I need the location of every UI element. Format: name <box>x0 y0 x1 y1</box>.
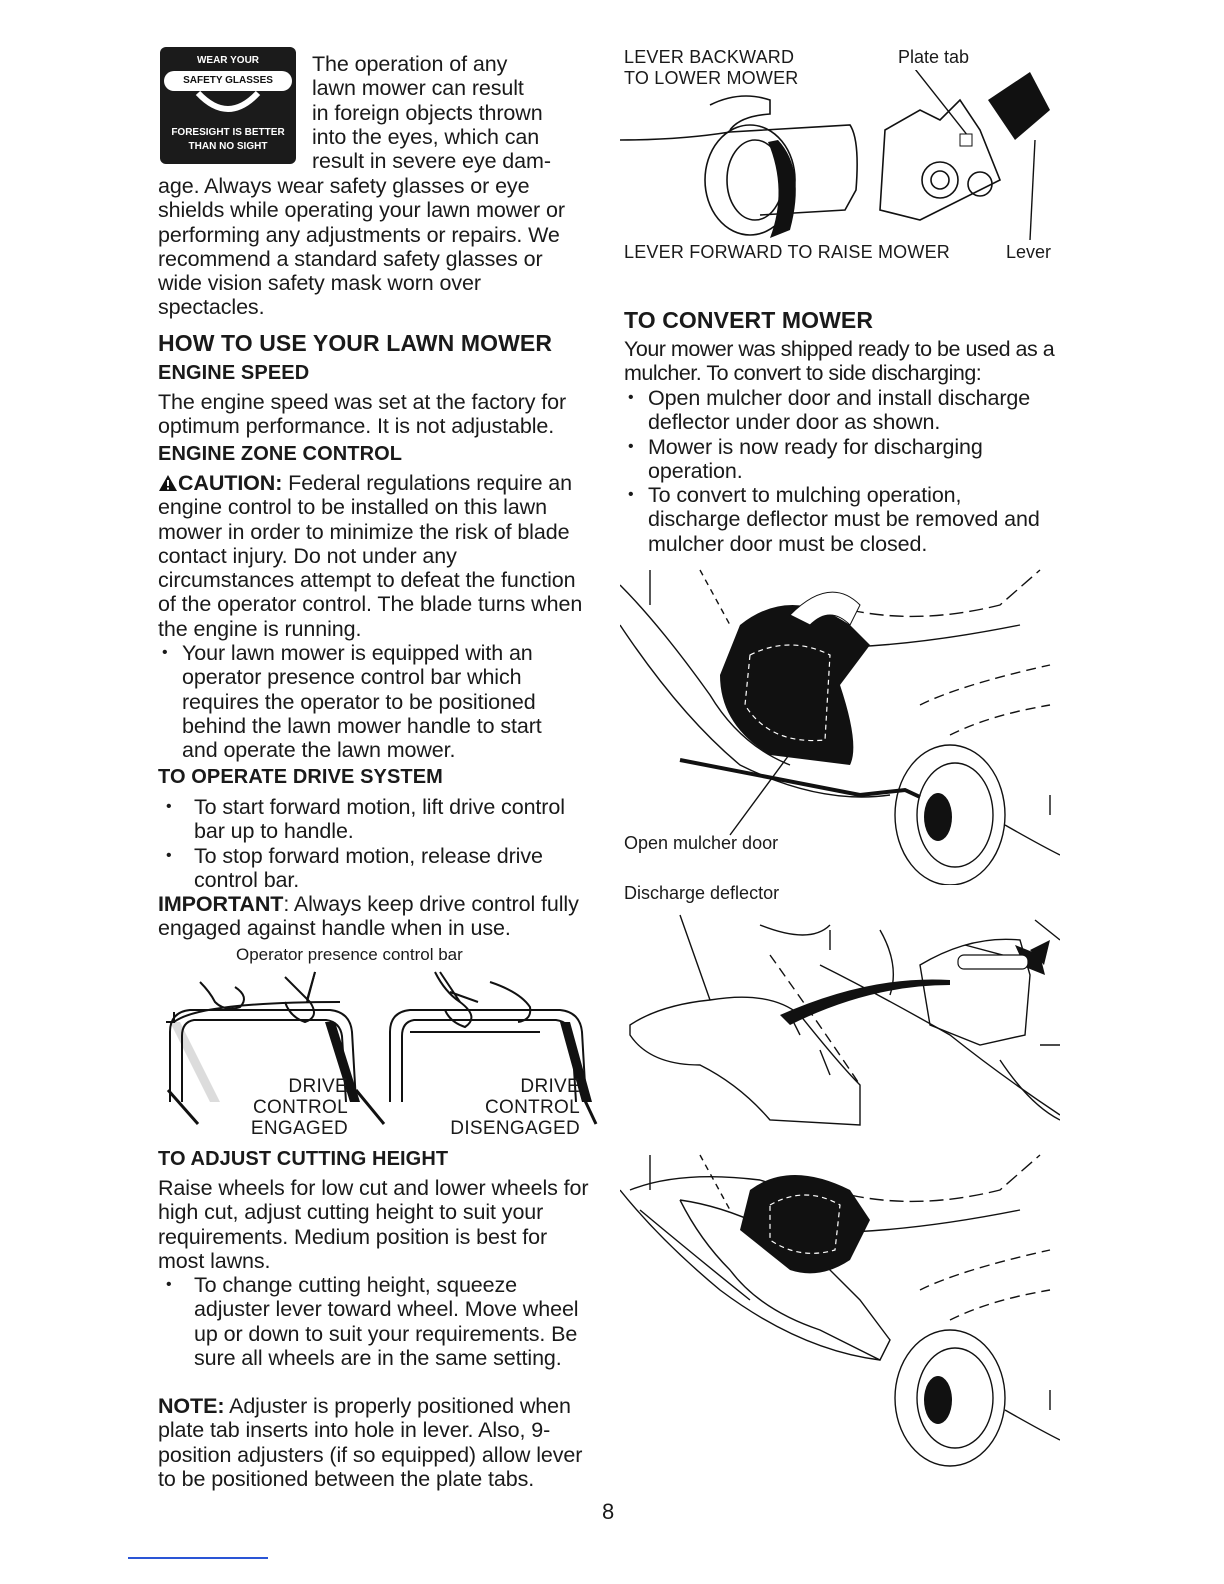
disengaged-line-3: DISENGAGED <box>450 1118 580 1139</box>
lever-backward-line-2: TO LOWER MOWER <box>624 68 799 88</box>
operator-bar-label: Operator presence control bar <box>236 945 463 964</box>
intro-line-2: lawn mower can result <box>312 76 524 101</box>
engine-speed-text: The engine speed was set at the factory for optimum performance. It is not adjustable. <box>158 390 567 439</box>
safety-glasses-icon <box>160 91 296 131</box>
intro-line-4: into the eyes, which can <box>312 124 540 149</box>
wheel-adjuster-illustration <box>620 70 1060 242</box>
intro-line-5: result in severe eye dam- <box>312 149 551 174</box>
discharge-deflector-label: Discharge deflector <box>624 883 780 903</box>
list-item: • To start forward motion, lift drive control bar up to handle. <box>158 795 568 844</box>
important-paragraph <box>158 892 598 941</box>
deflector-installed-illustration <box>620 1150 1060 1475</box>
engaged-line-1: DRIVE <box>288 1076 348 1097</box>
cutting-height-text: Raise wheels for low cut and lower wheels for high cut, adjust cutting height to suit your requirements. Medium position is best for most lawns. <box>158 1176 589 1273</box>
convert-mower-bullets <box>624 386 1054 556</box>
convert-mower-text: Your mower was shipped ready to be used as a mulcher. To convert to side discharging: <box>624 337 1055 386</box>
badge-line-wear-your: WEAR YOUR <box>196 55 260 66</box>
lever-backward-line-1: LEVER BACKWARD <box>624 47 795 67</box>
badge-line-safety-glasses: SAFETY GLASSES <box>183 75 273 86</box>
drive-system-bullets <box>158 795 568 892</box>
list-item: • Your lawn mower is equipped with an operator presence control bar which requires the operator to be positioned behind the lawn mower handle to start and operate the lawn mower. <box>158 641 578 762</box>
drive-system-heading: TO OPERATE DRIVE SYSTEM <box>158 766 443 788</box>
engine-zone-bullets <box>158 641 578 762</box>
drive-disengaged-label <box>440 1076 580 1139</box>
engaged-line-3: ENGAGED <box>250 1118 348 1139</box>
deflector-installed-drawing <box>620 1150 1060 1475</box>
badge-line-foresight: FORESIGHT IS BETTER <box>171 127 285 138</box>
disengaged-line-2: CONTROL <box>485 1097 580 1118</box>
note-text: Adjuster is properly positioned when plate tab inserts into hole in lever. Also, 9-position adjusters (if so equipped) allow lever to be positioned between the plate tabs. <box>158 1394 583 1491</box>
badge-line-no-sight: THAN NO SIGHT <box>188 141 268 152</box>
cutting-height-heading: TO ADJUST CUTTING HEIGHT <box>158 1148 449 1170</box>
engaged-line-2: CONTROL <box>253 1097 348 1118</box>
important-text: : Always keep drive control fully engaged against handle when in use. <box>158 892 579 941</box>
caution-text: Federal regulations require an engine control to be installed on this lawn mower in order to minimize the risk of blade contact injury. Do not under any circumstances attempt to defeat the function of the operator control. The blade turns when the engine is running. <box>158 471 583 641</box>
engine-speed-heading: ENGINE SPEED <box>158 362 310 384</box>
engine-zone-heading: ENGINE ZONE CONTROL <box>158 443 403 465</box>
plate-tab-label: Plate tab <box>898 47 970 67</box>
warning-triangle-icon <box>158 474 178 492</box>
intro-line-1: The operation of any <box>312 52 508 76</box>
list-item: • To change cutting height, squeeze adjuster lever toward wheel. Move wheel up or down to suit your requirements. Be sure all wheels are in the same setting. <box>158 1273 596 1370</box>
lever-label: Lever <box>1006 242 1052 262</box>
important-label: IMPORTANT <box>158 892 284 916</box>
page-number: 8 <box>602 1499 615 1524</box>
lever-forward-label: LEVER FORWARD TO RAISE MOWER <box>624 242 950 262</box>
wheel-adjuster-drawing <box>620 70 1060 242</box>
list-item: • Open mulcher door and install discharge deflector under door as shown. <box>624 386 1054 435</box>
open-mulcher-door-label: Open mulcher door <box>624 833 779 853</box>
deflector-install-drawing <box>620 905 1060 1135</box>
list-item: • To convert to mulching operation, discharge deflector must be removed and mulcher door must be closed. <box>624 483 1054 556</box>
cutting-height-bullets <box>158 1273 596 1370</box>
footer-divider <box>128 1557 268 1559</box>
intro-paragraph-top <box>312 52 602 173</box>
deflector-install-illustration <box>620 905 1060 1135</box>
intro-line-3: in foreign objects thrown <box>312 100 543 125</box>
note-label: NOTE: <box>158 1394 225 1418</box>
safety-glasses-badge <box>160 47 296 164</box>
caution-paragraph <box>158 471 588 641</box>
convert-mower-heading: TO CONVERT MOWER <box>624 307 874 333</box>
drive-engaged-label <box>238 1076 348 1139</box>
list-item: • To stop forward motion, release drive control bar. <box>158 844 568 893</box>
intro-paragraph-rest: age. Always wear safety glasses or eye shields while operating your lawn mower or performing any adjustments or repairs. We recommend a standard safety glasses or wide vision safety mask worn over spectacles. <box>158 174 565 320</box>
list-item: • Mower is now ready for discharging operation. <box>624 435 1054 484</box>
caution-label: CAUTION: <box>178 471 283 495</box>
note-paragraph <box>158 1394 588 1491</box>
badge-pill <box>164 71 292 91</box>
how-to-use-heading: HOW TO USE YOUR LAWN MOWER <box>158 330 553 356</box>
disengaged-line-1: DRIVE <box>520 1076 580 1097</box>
